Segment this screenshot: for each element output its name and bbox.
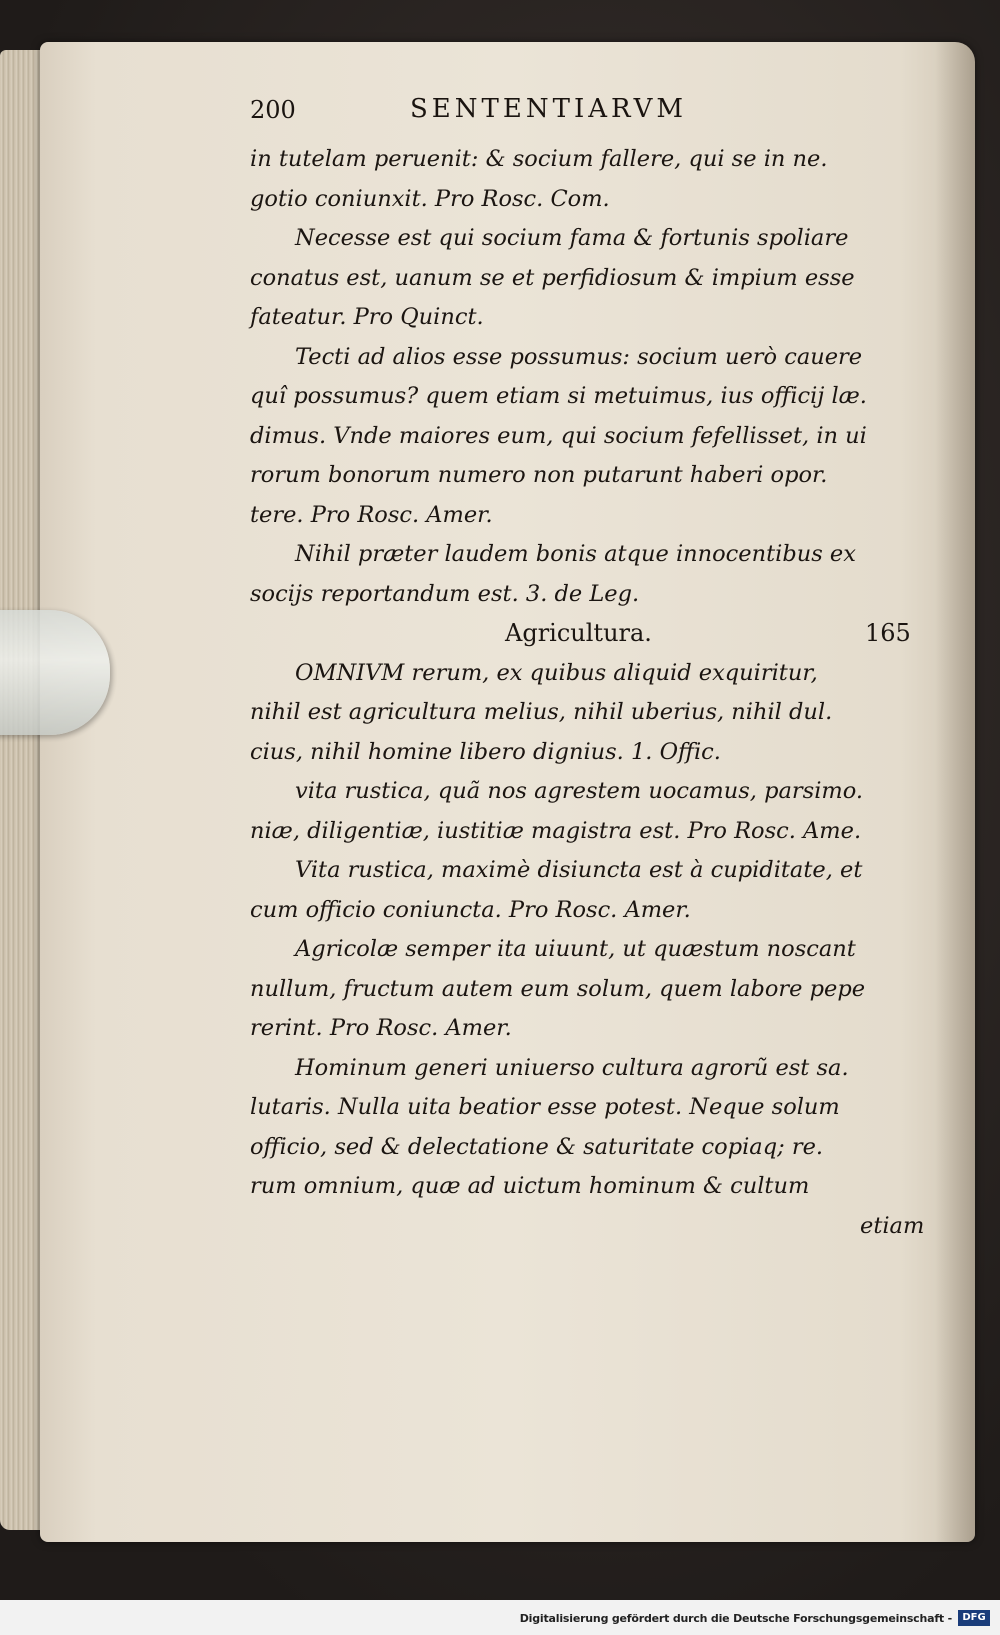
text-line: gotio coniunxit. Pro Rosc. Com. bbox=[250, 185, 610, 212]
text-line: OMNIVM rerum, ex quibus aliquid exquiritur, bbox=[295, 659, 818, 686]
section-title: Agricultura. bbox=[505, 619, 652, 647]
catchword: etiam bbox=[860, 1212, 925, 1239]
text-line: Hominum generi uniuerso cultura agrorũ est sa. bbox=[295, 1054, 849, 1081]
dfg-logo: DFG bbox=[958, 1610, 990, 1626]
text-line: Nihil præter laudem bonis atque innocentibus ex bbox=[295, 541, 856, 567]
text-line: conatus est, uanum se et perfidiosum & impium esse bbox=[250, 264, 855, 291]
text-line: cum officio coniuncta. Pro Rosc. Amer. bbox=[250, 896, 691, 923]
text-line: fateatur. Pro Quinct. bbox=[250, 304, 484, 330]
page-clip bbox=[0, 610, 110, 735]
text-line: Tecti ad alios esse possumus: socium uerò cauere bbox=[295, 343, 863, 370]
text-line: in tutelam peruenit: & socium fallere, qui se in ne. bbox=[250, 146, 828, 172]
text-line: officio, sed & delectatione & saturitate copiaq; re. bbox=[250, 1133, 824, 1160]
text-line: Agricolæ semper ita uiuunt, ut quæstum noscant bbox=[295, 936, 856, 962]
text-line: nihil est agricultura melius, nihil uberius, nihil dul. bbox=[250, 699, 833, 725]
section-number: 165 bbox=[865, 619, 911, 647]
page-number: 200 bbox=[250, 96, 296, 124]
section-heading bbox=[250, 614, 940, 654]
page-header bbox=[250, 96, 810, 136]
text-line: nullum, fructum autem eum solum, quem labore pepe bbox=[250, 975, 866, 1002]
text-line: socijs reportandum est. 3. de Leg. bbox=[250, 580, 640, 607]
text-line: tere. Pro Rosc. Amer. bbox=[250, 501, 493, 528]
text-line: lutaris. Nulla uita beatior esse potest. Neque solum bbox=[250, 1094, 840, 1120]
text-line: Necesse est qui socium fama & fortunis spoliare bbox=[295, 225, 849, 251]
text-line: cius, nihil homine libero dignius. 1. Offic. bbox=[250, 738, 721, 765]
text-line: vita rustica, quã nos agrestem uocamus, parsimo. bbox=[295, 778, 864, 804]
text-line: rum omnium, quæ ad uictum hominum & cultum bbox=[250, 1173, 810, 1199]
text-line: dimus. Vnde maiores eum, qui socium fefellisset, in ui bbox=[250, 422, 867, 449]
spine-shadow bbox=[935, 42, 975, 1542]
running-head: SENTENTIARVM bbox=[410, 94, 688, 124]
body-text bbox=[250, 140, 940, 1246]
digitization-credit: Digitalisierung gefördert durch die Deutsche Forschungsgemeinschaft - bbox=[519, 1612, 952, 1625]
text-line: quî possumus? quem etiam si metuimus, ius officij læ. bbox=[250, 383, 867, 409]
text-line: rerint. Pro Rosc. Amer. bbox=[250, 1015, 512, 1041]
text-line: niæ, diligentiæ, iustitiæ magistra est. Pro Rosc. Ame. bbox=[250, 817, 862, 844]
text-line: Vita rustica, maximè disiuncta est à cupiditate, et bbox=[295, 857, 863, 883]
text-line: rorum bonorum numero non putarunt haberi opor. bbox=[250, 462, 828, 488]
